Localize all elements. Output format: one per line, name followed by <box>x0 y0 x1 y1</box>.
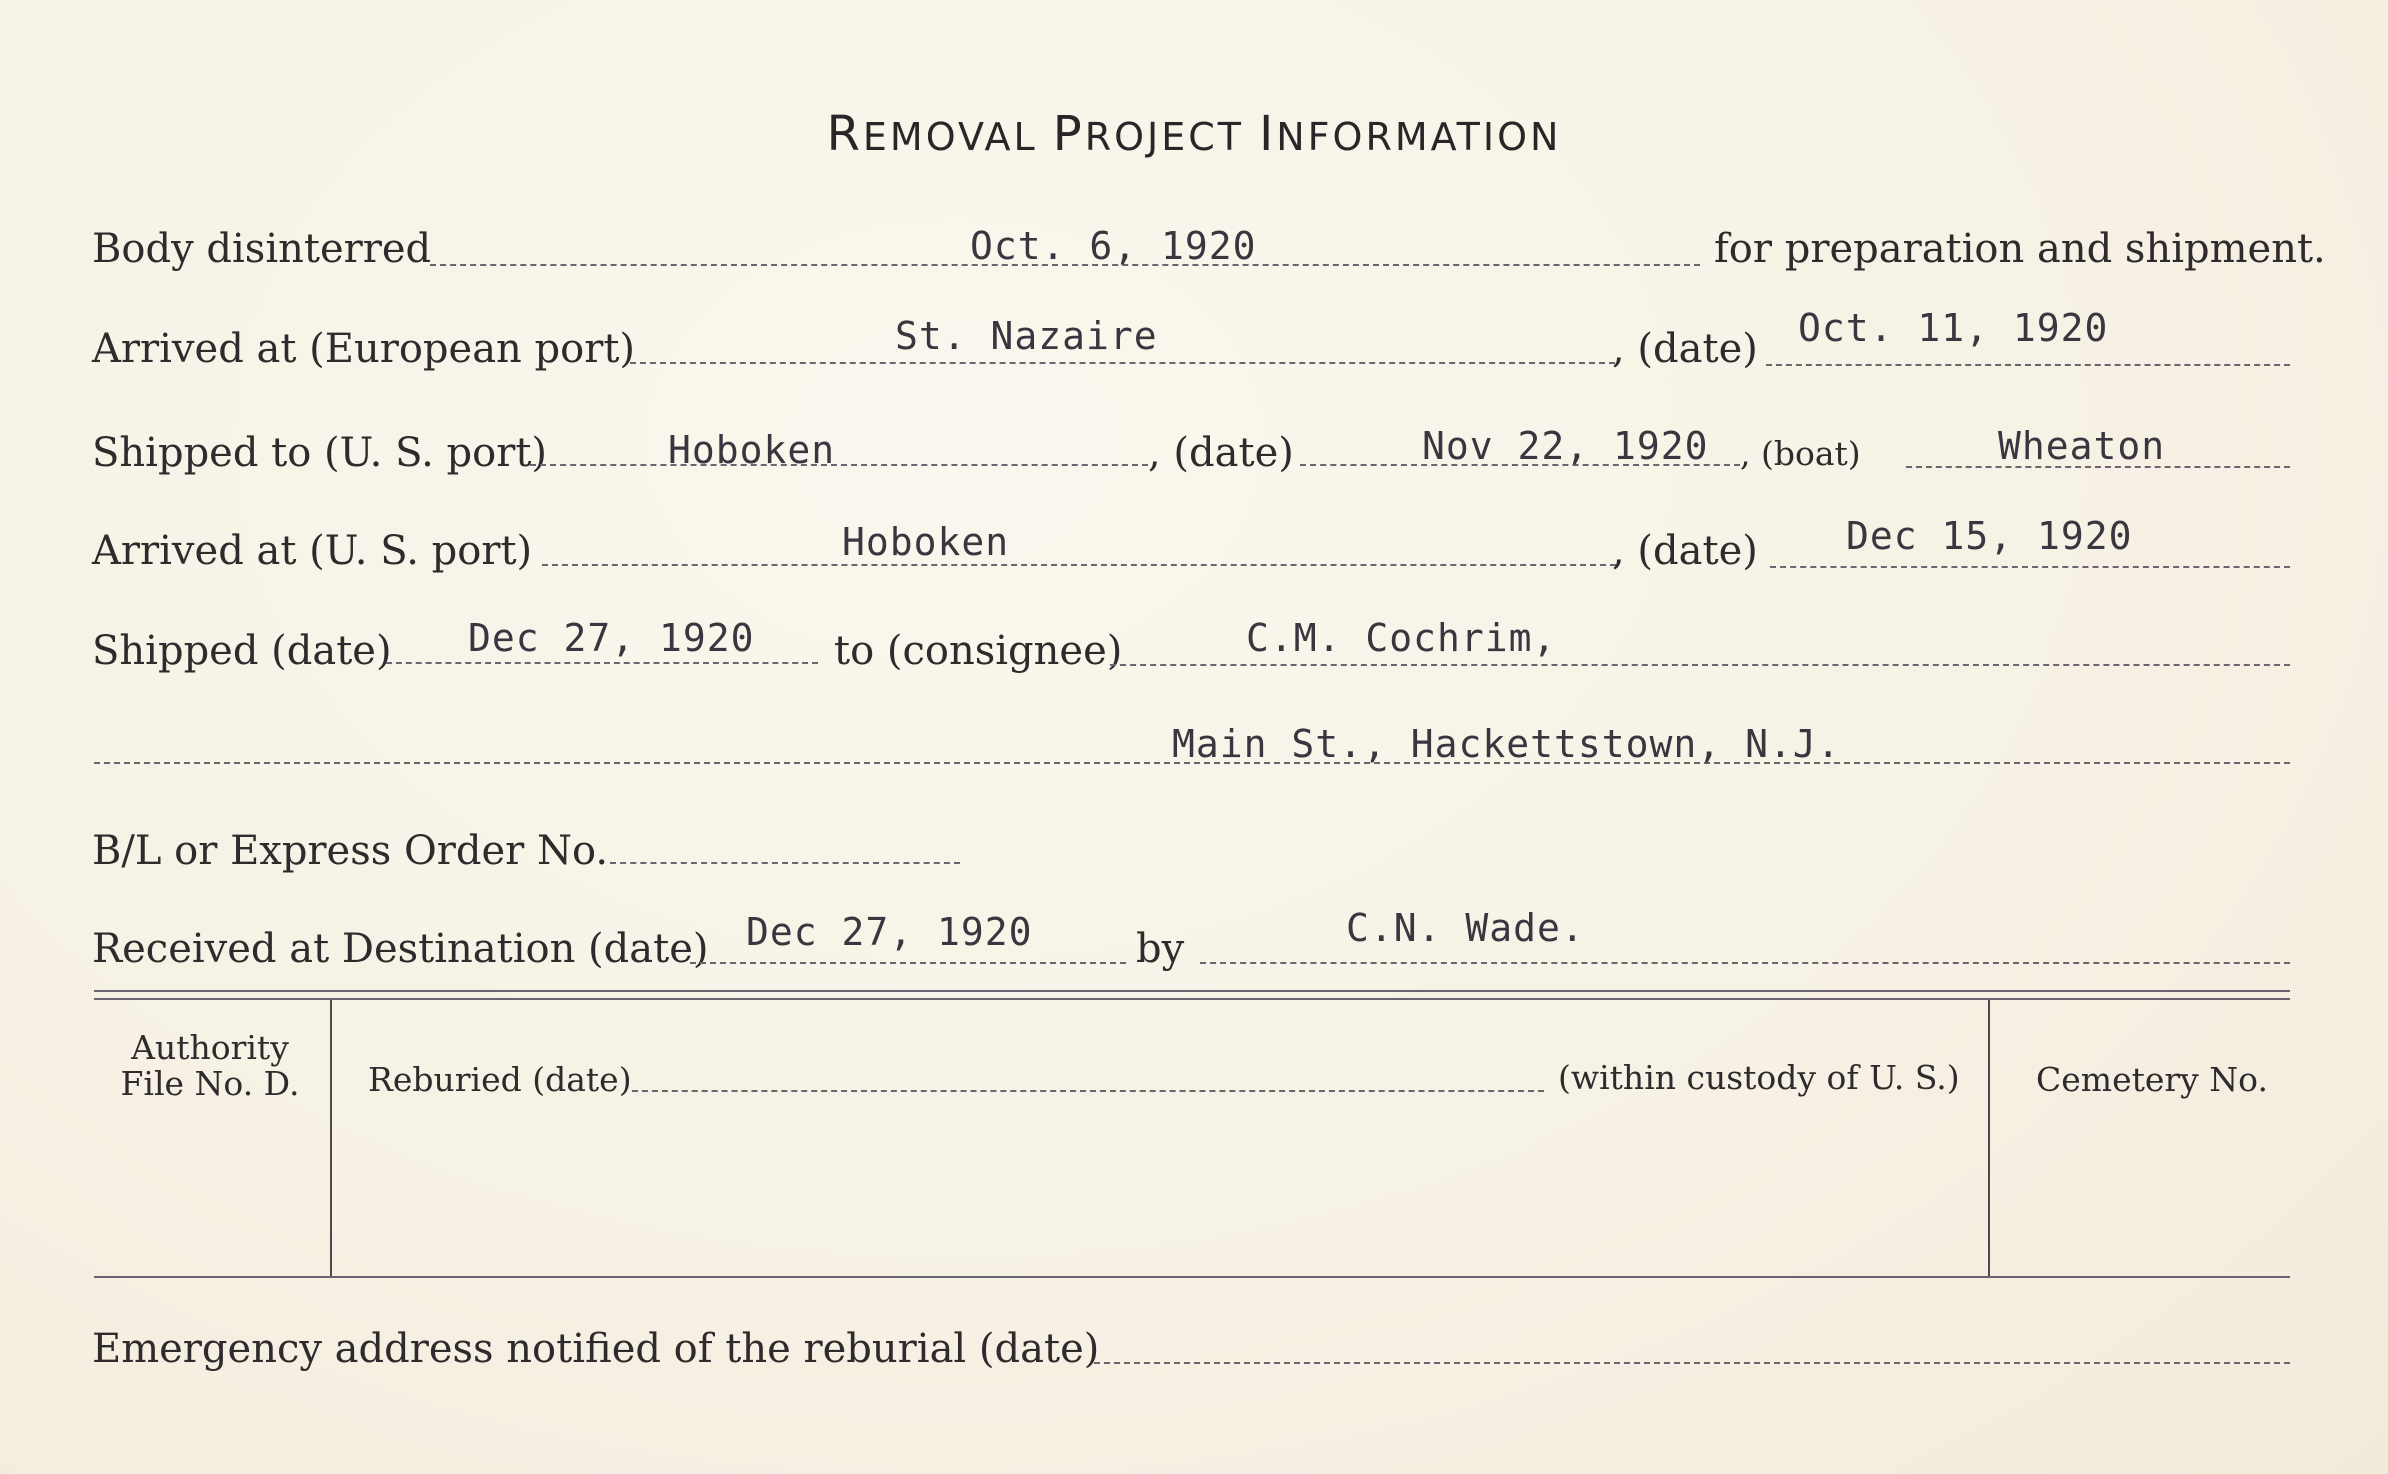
authority-file-label <box>110 1030 310 1102</box>
arrived-us-line <box>542 564 1616 566</box>
received-line <box>690 962 1126 964</box>
shipped-us-date-value: Nov 22, 1920 <box>1422 424 1709 468</box>
shipped-date-value: Dec 27, 1920 <box>468 616 755 660</box>
table-top-rule-2 <box>94 998 2290 1000</box>
arrived-european-date-label: , (date) <box>1612 326 1758 372</box>
shipped-us-boat-value: Wheaton <box>1998 424 2166 468</box>
received-label: Received at Destination (date) <box>92 926 709 972</box>
shipped-date-line <box>386 662 818 664</box>
reburied-label: Reburied (date) <box>368 1060 632 1099</box>
bl-order-line <box>610 862 960 864</box>
consignee-value: C.M. Cochrim, <box>1246 616 1557 660</box>
bl-order-label: B/L or Express Order No. <box>92 828 609 874</box>
arrived-european-line <box>630 362 1615 364</box>
arrived-us-date-value: Dec 15, 1920 <box>1846 514 2133 558</box>
body-disinterred-value: Oct. 6, 1920 <box>970 224 1257 268</box>
body-disinterred-suffix: for preparation and shipment. <box>1714 226 2326 272</box>
arrived-european-value: St. Nazaire <box>895 314 1158 358</box>
body-disinterred-label: Body disinterred <box>92 226 432 272</box>
table-top-rule-1 <box>94 990 2290 992</box>
arrived-us-date-label: , (date) <box>1612 528 1758 574</box>
authority-line: Authority <box>131 1028 289 1067</box>
reburied-line <box>632 1090 1544 1092</box>
arrived-us-label: Arrived at (U. S. port) <box>92 528 533 574</box>
card-title <box>0 106 2388 162</box>
table-divider-right <box>1988 1000 1990 1276</box>
shipped-us-date-label: , (date) <box>1148 430 1294 476</box>
consignee-address: Main St., Hackettstown, N.J. <box>1172 722 1841 766</box>
title-letter: P <box>1052 106 1085 162</box>
title-fragment: NFORMATION <box>1276 115 1562 159</box>
title-fragment: ROJECT <box>1084 115 1260 159</box>
arrived-us-date-line <box>1770 566 2290 568</box>
title-fragment: EMOVAL <box>862 115 1053 159</box>
consignee-line <box>1110 664 2290 666</box>
arrived-european-label: Arrived at (European port) <box>92 326 636 372</box>
title-letter: I <box>1259 106 1277 162</box>
table-divider-left <box>330 1000 332 1276</box>
received-by-label: by <box>1136 926 1185 972</box>
shipped-date-label: Shipped (date) <box>92 628 392 674</box>
title-letter: R <box>826 106 863 162</box>
cemetery-label: Cemetery No. <box>2036 1060 2268 1099</box>
file-no-line: File No. D. <box>120 1064 300 1103</box>
shipped-us-boat-label: , (boat) <box>1740 434 1861 473</box>
emergency-line <box>1094 1362 2290 1364</box>
arrived-european-date-value: Oct. 11, 1920 <box>1798 306 2109 350</box>
received-by-line <box>1200 962 2290 964</box>
arrived-european-date-line <box>1766 364 2290 366</box>
received-by-value: C.N. Wade. <box>1346 906 1585 950</box>
received-value: Dec 27, 1920 <box>746 910 1033 954</box>
emergency-label: Emergency address notified of the reburial (date) <box>92 1326 1100 1372</box>
custody-label: (within custody of U. S.) <box>1558 1058 1960 1097</box>
arrived-us-value: Hoboken <box>842 520 1010 564</box>
shipped-us-value: Hoboken <box>668 428 836 472</box>
consignee-label: to (consignee) <box>834 628 1123 674</box>
table-bottom-rule <box>94 1276 2290 1278</box>
shipped-us-label: Shipped to (U. S. port) <box>92 430 547 476</box>
shipped-us-line <box>530 464 1148 466</box>
